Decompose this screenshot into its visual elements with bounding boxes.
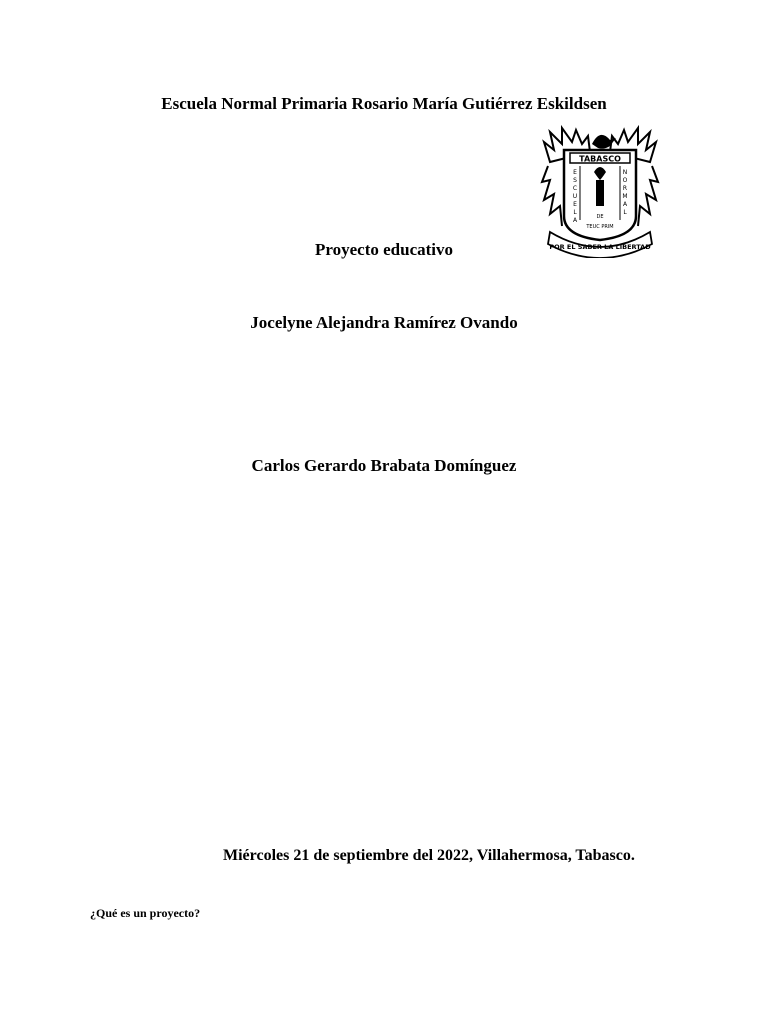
- date-place: Miércoles 21 de septiembre del 2022, Villahermosa, Tabasco.: [223, 847, 635, 864]
- svg-text:C: C: [572, 185, 578, 192]
- svg-text:E: E: [573, 201, 577, 208]
- svg-text:M: M: [622, 193, 628, 200]
- svg-text:L: L: [623, 209, 627, 216]
- school-name: Escuela Normal Primaria Rosario María Gutiérrez Eskildsen: [161, 94, 607, 113]
- svg-text:S: S: [573, 177, 577, 184]
- svg-text:U: U: [572, 193, 578, 200]
- svg-text:A: A: [572, 217, 578, 224]
- seal-banner-text: TABASCO: [579, 154, 621, 164]
- svg-text:R: R: [622, 185, 628, 192]
- svg-text:O: O: [622, 177, 628, 184]
- svg-text:N: N: [622, 169, 628, 176]
- svg-text:TEUC PRIM: TEUC PRIM: [586, 224, 614, 230]
- author-name-2: Carlos Gerardo Brabata Domínguez: [251, 456, 517, 475]
- svg-text:POR EL SABER LA LIBERTAD: POR EL SABER LA LIBERTAD: [549, 243, 651, 251]
- svg-text:E: E: [573, 169, 577, 176]
- svg-text:A: A: [622, 201, 628, 208]
- school-seal-icon: [540, 122, 660, 258]
- author-name-1: Jocelyne Alejandra Ramírez Ovando: [250, 313, 518, 332]
- svg-text:L: L: [573, 209, 577, 216]
- document-title: Proyecto educativo: [314, 240, 453, 259]
- svg-text:DE: DE: [596, 214, 604, 220]
- section-question: ¿Qué es un proyecto?: [90, 906, 201, 920]
